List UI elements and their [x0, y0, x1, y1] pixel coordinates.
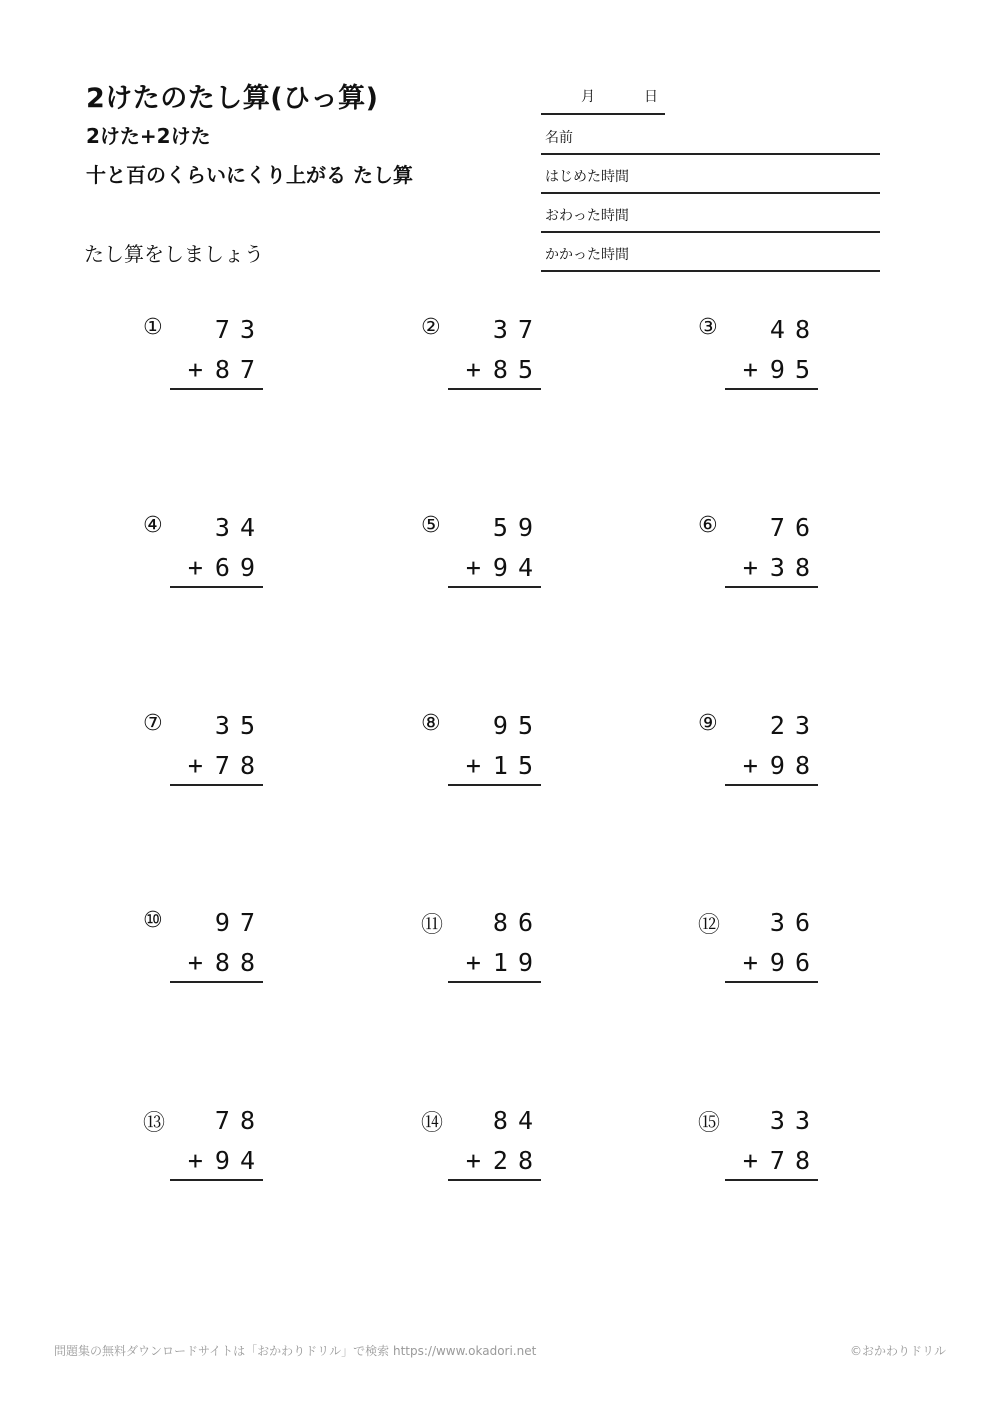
problem-bottom-line	[743, 1146, 820, 1175]
problem-top-number: 95	[492, 711, 543, 740]
problem-bottom-number: 96	[769, 948, 820, 977]
problem-item[interactable]	[421, 513, 551, 593]
problem-number: ⑨	[698, 711, 718, 736]
problem-bottom-number: 38	[769, 553, 820, 582]
problem-item[interactable]	[143, 908, 273, 988]
problem-top-number: 86	[492, 908, 543, 937]
problem-top-number: 34	[214, 513, 265, 542]
problem-number: ⑦	[143, 711, 163, 736]
problem-bottom-number: 87	[214, 355, 265, 384]
date-field[interactable]	[541, 80, 665, 115]
answer-line	[725, 388, 818, 390]
plus-sign: +	[187, 751, 213, 780]
problem-item[interactable]	[421, 1106, 551, 1186]
problem-top-number: 36	[769, 908, 820, 937]
start-time-field[interactable]	[541, 154, 880, 194]
footer-site-info: 問題集の無料ダウンロードサイトは「おかわりドリル」で検索 https://www.okadori.net	[54, 1344, 537, 1358]
problem-bottom-line	[466, 553, 543, 582]
problem-number: ⑫	[698, 913, 721, 938]
worksheet-title: 2けたのたし算(ひっ算)	[86, 83, 379, 114]
answer-line	[448, 586, 541, 588]
problem-bottom-line	[466, 355, 543, 384]
answer-line	[725, 784, 818, 786]
problem-number: ⑮	[698, 1111, 721, 1136]
problem-bottom-line	[188, 1146, 265, 1175]
plus-sign: +	[465, 948, 491, 977]
elapsed-time-field[interactable]	[541, 232, 880, 272]
plus-sign: +	[465, 355, 491, 384]
problem-item[interactable]	[698, 315, 828, 395]
problem-bottom-number: 95	[769, 355, 820, 384]
problem-item[interactable]	[421, 711, 551, 791]
plus-sign: +	[187, 948, 213, 977]
name-field[interactable]	[541, 115, 880, 155]
end-time-field[interactable]	[541, 193, 880, 233]
problem-bottom-number: 94	[492, 553, 543, 582]
answer-line	[170, 784, 263, 786]
elapsed-time-label: かかった時間	[545, 247, 629, 263]
problem-number: ⑭	[421, 1111, 444, 1136]
problem-top-number: 76	[769, 513, 820, 542]
plus-sign: +	[742, 948, 768, 977]
worksheet-subtitle: 2けた+2けた	[86, 124, 211, 148]
answer-line	[170, 1179, 263, 1181]
problem-bottom-line	[743, 751, 820, 780]
problem-number: ⑬	[143, 1111, 166, 1136]
problem-top-number: 78	[214, 1106, 265, 1135]
problem-number: ②	[421, 315, 441, 340]
plus-sign: +	[187, 355, 213, 384]
name-label: 名前	[545, 130, 573, 146]
plus-sign: +	[742, 553, 768, 582]
problem-bottom-line	[466, 751, 543, 780]
problem-bottom-line	[743, 948, 820, 977]
problem-item[interactable]	[698, 513, 828, 593]
problem-top-number: 37	[492, 315, 543, 344]
problem-item[interactable]	[421, 315, 551, 395]
answer-line	[448, 981, 541, 983]
problem-number: ③	[698, 315, 718, 340]
problem-bottom-line	[466, 948, 543, 977]
month-label: 月	[581, 89, 595, 105]
answer-line	[448, 784, 541, 786]
plus-sign: +	[465, 1146, 491, 1175]
problem-top-number: 59	[492, 513, 543, 542]
problem-number: ⑤	[421, 513, 441, 538]
answer-line	[448, 388, 541, 390]
problem-bottom-number: 88	[214, 948, 265, 977]
end-time-label: おわった時間	[545, 208, 629, 224]
problem-bottom-number: 78	[214, 751, 265, 780]
problem-number: ①	[143, 315, 163, 340]
problem-bottom-number: 15	[492, 751, 543, 780]
answer-line	[170, 981, 263, 983]
plus-sign: +	[187, 1146, 213, 1175]
problem-bottom-number: 78	[769, 1146, 820, 1175]
plus-sign: +	[742, 355, 768, 384]
problem-bottom-number: 98	[769, 751, 820, 780]
instruction-text: たし算をしましょう	[84, 242, 264, 266]
problem-number: ⑧	[421, 711, 441, 736]
answer-line	[448, 1179, 541, 1181]
problem-bottom-line	[466, 1146, 543, 1175]
problem-bottom-line	[188, 553, 265, 582]
plus-sign: +	[465, 553, 491, 582]
problem-bottom-line	[188, 948, 265, 977]
problem-bottom-number: 19	[492, 948, 543, 977]
problem-top-number: 35	[214, 711, 265, 740]
problem-bottom-number: 94	[214, 1146, 265, 1175]
problem-item[interactable]	[698, 711, 828, 791]
answer-line	[725, 981, 818, 983]
problem-bottom-line	[188, 355, 265, 384]
start-time-label: はじめた時間	[545, 169, 629, 185]
problem-item[interactable]	[143, 513, 273, 593]
problem-item[interactable]	[698, 1106, 828, 1186]
problem-number: ④	[143, 513, 163, 538]
problem-item[interactable]	[143, 711, 273, 791]
problem-bottom-line	[188, 751, 265, 780]
problem-item[interactable]	[143, 315, 273, 395]
problem-item[interactable]	[698, 908, 828, 988]
problem-item[interactable]	[143, 1106, 273, 1186]
problem-item[interactable]	[421, 908, 551, 988]
day-label: 日	[644, 89, 658, 105]
worksheet-subtitle-carry: 十と百のくらいにくり上がる たし算	[86, 163, 413, 187]
problem-number: ⑥	[698, 513, 718, 538]
answer-line	[725, 586, 818, 588]
problem-bottom-number: 85	[492, 355, 543, 384]
problem-bottom-number: 69	[214, 553, 265, 582]
answer-line	[170, 388, 263, 390]
problem-top-number: 84	[492, 1106, 543, 1135]
problem-bottom-number: 28	[492, 1146, 543, 1175]
problem-number: ⑪	[421, 913, 444, 938]
problem-top-number: 48	[769, 315, 820, 344]
problem-number: ⑩	[143, 908, 163, 933]
footer-copyright: ©おかわりドリル	[850, 1344, 947, 1358]
problem-top-number: 33	[769, 1106, 820, 1135]
plus-sign: +	[742, 751, 768, 780]
plus-sign: +	[742, 1146, 768, 1175]
problem-top-number: 73	[214, 315, 265, 344]
answer-line	[170, 586, 263, 588]
problem-bottom-line	[743, 355, 820, 384]
problem-top-number: 23	[769, 711, 820, 740]
problem-top-number: 97	[214, 908, 265, 937]
answer-line	[725, 1179, 818, 1181]
problem-bottom-line	[743, 553, 820, 582]
plus-sign: +	[465, 751, 491, 780]
plus-sign: +	[187, 553, 213, 582]
